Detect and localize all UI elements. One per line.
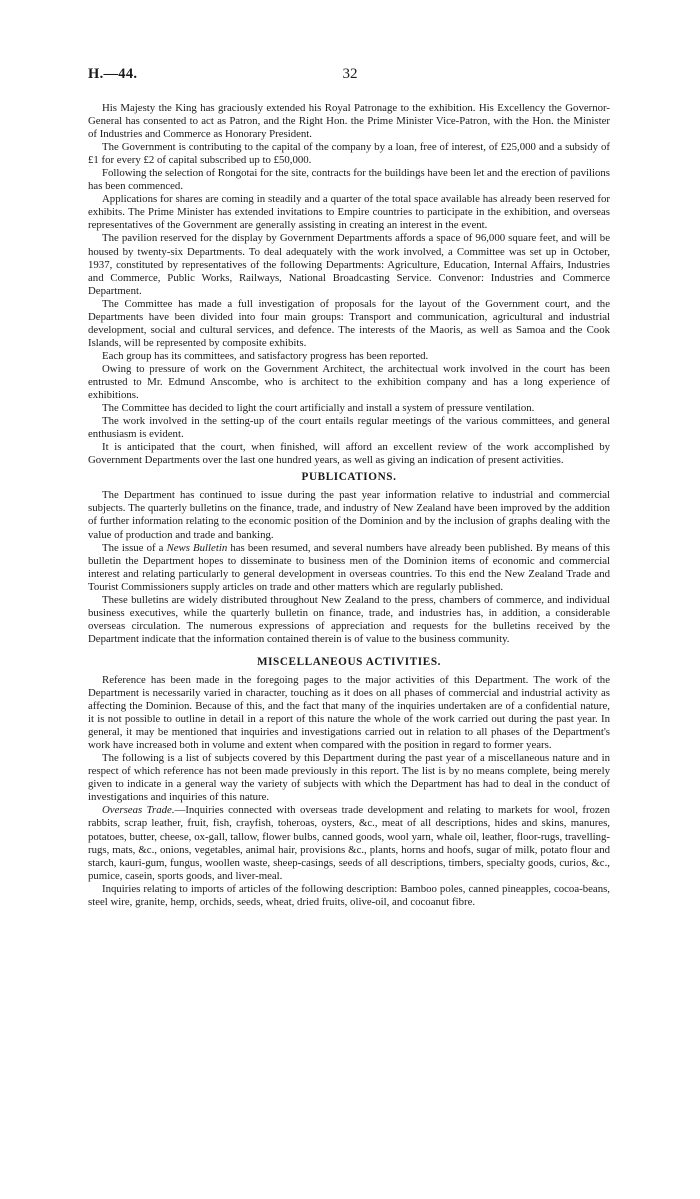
paragraph-text: The issue of a bbox=[102, 541, 167, 554]
publication-title: News Bulletin bbox=[166, 541, 228, 554]
paragraph: The Government is contributing to the capital of the company by a loan, free of interest, of £25,000 and a subsidy of £1 for every £2 of capital subscribed up to £50,000. bbox=[88, 141, 610, 167]
page-number: 32 bbox=[342, 66, 358, 82]
paragraph bbox=[88, 542, 610, 594]
paragraph: The pavilion reserved for the display by Government Departments affords a space of 96,000 square feet, and will be housed by twenty-six Departments. To deal adequately with the work involved, a Committee was set up in October, 1937, constituted by representatives of the following Departments: Agriculture, Education, Internal Affairs, Industries and Commerce, Public Works, Railways, National Broadcasting Service. Convenor: Industries and Commerce Department. bbox=[88, 232, 610, 297]
paragraph: Reference has been made in the foregoing pages to the major activities of this Department. The work of the Department is necessarily varied in character, touching as it does on all phases of commercial and industrial activity as affecting the Dominion. Because of this, and the fact that many of the inquiries undertaken are of a confidential nature, it is not possible to outline in detail in a report of this nature the whole of the work carried out during the past year. In general, it may be mentioned that inquiries and investigations carried out in relation to all phases of the Department's work have increased both in volume and extent when compared with the position in regard to former years. bbox=[88, 673, 610, 752]
paragraph: Owing to pressure of work on the Government Architect, the architectual work involved in the court has been entrusted to Mr. Edmund Anscombe, who is architect to the exhibition company and has a long experience of exhibitions. bbox=[88, 362, 610, 402]
paragraph: It is anticipated that the court, when finished, will afford an excellent review of the work accomplished by Government Departments over the last one hundred years, as well as giving an indication of present activities. bbox=[88, 441, 610, 467]
paragraph: The following is a list of subjects covered by this Department during the past year of a miscellaneous nature and in respect of which reference has not been made previously in this report. The list is by no means complete, being merely given to indicate in a general way the variety of subjects with which the Department has had to deal in the conduct of investigations and inquiries of this nature. bbox=[88, 752, 610, 804]
paragraph: These bulletins are widely distributed throughout New Zealand to the press, chambers of commerce, and individual business executives, while the quarterly bulletin on finance, trade, and industries has, in addition, a considerable overseas circulation. The numerous expressions of appreciation and requests for the bulletins received by the Department indicate that the information contained therein is of value to the business community. bbox=[88, 593, 610, 645]
paragraph: Applications for shares are coming in steadily and a quarter of the total space available has already been reserved for exhibits. The Prime Minister has extended invitations to Empire countries to participate in the exhibition, and overseas representatives of the Government are generally assisting in creating an interest in the event. bbox=[88, 193, 610, 232]
body-text bbox=[88, 102, 610, 909]
paragraph bbox=[88, 804, 610, 882]
paragraph-text: has been resumed, and several numbers have already been published. By means of this bulletin the Department hopes to disseminate to business men of the Dominion items of economic and commercial interest and relating particularly to general development in overseas countries. To this end the New Zealand Trade and Tourist Commissioners supply articles on trade and other matters which are regularly published. bbox=[88, 541, 610, 593]
paragraph: The Department has continued to issue during the past year information relative to industrial and commercial subjects. The quarterly bulletins on the finance, trade, and industry of New Zealand have been improved by the addition of further information relating to the economic position of the Dominion and by the inclusion of graphs dealing with the value of production and trade and banking. bbox=[88, 489, 610, 541]
paragraph: His Majesty the King has graciously extended his Royal Patronage to the exhibition. His Excellency the Governor-General has consented to act as Patron, and the Right Hon. the Prime Minister Vice-Patron, with the Hon. the Minister of Industries and Commerce as Honorary President. bbox=[88, 102, 610, 141]
section-heading-miscellaneous: MISCELLANEOUS ACTIVITIES. bbox=[256, 655, 442, 668]
paragraph-text: —Inquiries connected with overseas trade development and relating to markets for wool, frozen rabbits, scrap leather, fruit, fish, crayfish, toheroas, oysters, &c., meat of all descriptions, hides and skins, manures, potatoes, butter, cheese, ox-gall, tallow, flower bulbs, canned goods, wool yarn, whale oil, leather, floor-rugs, travelling-rugs, mats, &c., onions, vegetables, animal hair, provisions &c., plants, horns and hoofs, sugar of milk, potato flour and starch, kauri-gum, fungus, woollen waste, sheep-casings, seeds of all descriptions, timbers, specialty goods, curios, &c., pumice, casein, sports goods, and liver-meal. bbox=[88, 804, 610, 882]
paragraph: Following the selection of Rongotai for the site, contracts for the buildings have been let and the erection of pavilions has been commenced. bbox=[88, 167, 610, 193]
paragraph: The Committee has made a full investigation of proposals for the layout of the Government court, and the Departments have been divided into four main groups: Transport and communication, agricultural and industrial development, social and cultural services, and defence. The interests of the Maoris, as well as Samoa and the Cook Islands, will be represented by composite exhibits. bbox=[88, 297, 610, 349]
paragraph: Each group has its committees, and satisfactory progress has been reported. bbox=[102, 349, 429, 362]
page-header bbox=[88, 66, 612, 86]
paragraph: Inquiries relating to imports of articles of the following description: Bamboo poles, canned pineapples, cocoa-beans, steel wire, granite, hemp, orchids, seeds, wheat, dried fruits, olive-oil, and cocoanut fibre. bbox=[88, 882, 610, 908]
section-heading-publications: PUBLICATIONS. bbox=[301, 471, 397, 484]
subheading-inline: Overseas Trade. bbox=[102, 804, 175, 817]
paragraph: The work involved in the setting-up of the court entails regular meetings of the various committees, and general enthusiasm is evident. bbox=[88, 415, 610, 441]
document-reference: H.—44. bbox=[88, 66, 138, 82]
paragraph: The Committee has decided to light the court artificially and install a system of pressure ventilation. bbox=[102, 402, 535, 415]
